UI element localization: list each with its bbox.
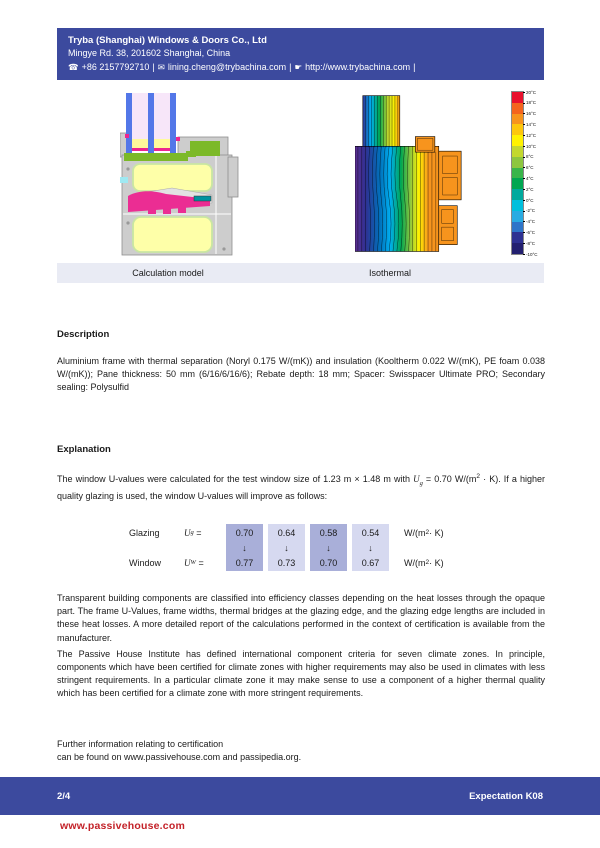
- scale-label: -4°C: [523, 219, 535, 225]
- scale-label: -2°C: [523, 208, 535, 214]
- document-code: Expectation K08: [469, 790, 543, 802]
- window-value: 0.77: [235, 557, 254, 568]
- scale-label: 14°C: [523, 122, 536, 128]
- figure-caption-bar: [57, 263, 544, 283]
- separator: |: [152, 61, 155, 72]
- efficiency-paragraph: Transparent building components are classified into efficiency classes depending on the heat losses through the opaque part. The frame U-Values, frame widths, thermal bridges at the glazing edge, and the glazing edge lengths are included in these heat losses. A more detailed report of the calculations performed in the context of certification is available from the manufacturer.: [57, 593, 545, 643]
- scale-segment: [512, 189, 523, 200]
- explanation-heading: Explanation: [57, 444, 111, 455]
- scale-segment: [512, 135, 523, 146]
- page-number: 2/4: [57, 790, 71, 802]
- ug-symbol: U g =: [184, 527, 202, 538]
- header-contact-line: [68, 61, 533, 74]
- scale-label: 12°C: [523, 133, 536, 139]
- further-info-line1: Further information relating to certification: [57, 739, 224, 749]
- iso-glazing-zone: [363, 96, 400, 148]
- isothermal-figure: [355, 95, 467, 262]
- caption-calculation-model: Calculation model: [132, 267, 204, 278]
- temperature-scale-segments: [512, 92, 523, 254]
- caption-isothermal: Isothermal: [368, 267, 412, 278]
- scale-label: 18°C: [523, 100, 536, 106]
- scale-segment: [512, 200, 523, 211]
- separator: |: [289, 61, 292, 72]
- description-heading: Description: [57, 329, 110, 340]
- scale-label: 10°C: [523, 144, 536, 150]
- scale-segment: [512, 243, 523, 254]
- scale-segment: [512, 211, 523, 222]
- uvalue-table: [129, 524, 444, 571]
- scale-segment: [512, 124, 523, 135]
- calculation-model-figure: [120, 93, 240, 262]
- glazing-value: 0.64: [277, 527, 296, 538]
- glazing-value: 0.70: [235, 527, 254, 538]
- arrow-down-icon: ↓: [242, 542, 247, 553]
- company-address: Mingye Rd. 38, 201602 Shanghai, China: [68, 48, 231, 59]
- description-section: [57, 329, 545, 394]
- spacer-teal: [194, 196, 211, 201]
- scale-label: -8°C: [523, 241, 535, 247]
- scale-label: 16°C: [523, 111, 536, 117]
- explanation-section: [57, 444, 545, 503]
- arrow-down-icon: ↓: [284, 542, 289, 553]
- uw-symbol: U W =: [184, 557, 204, 568]
- window-value: 0.67: [361, 557, 380, 568]
- description-text: Aluminium frame with thermal separation (Noryl 0.175 W/(mK)) and insulation (Kooltherm 0.022 W/(mK), PE foam 0.038 W/(mK)); Pane thickness: 50 mm (6/16/6/16/6); Rebate depth: 18 mm; Spacer: Swisspacer Ultimate PRO; Secondary sealing: Polysulfid: [57, 356, 545, 392]
- scale-segment: [512, 103, 523, 114]
- phone-icon: ☎: [68, 61, 79, 72]
- separator: |: [413, 61, 416, 72]
- company-header: [57, 28, 544, 80]
- email-link[interactable]: lining.cheng@trybachina.com: [167, 61, 287, 72]
- scale-segment: [512, 146, 523, 157]
- temperature-scale-labels: [523, 89, 553, 258]
- scale-label: 4°C: [523, 176, 534, 182]
- scale-segment: [512, 232, 523, 243]
- uvalue-column-4: [352, 524, 389, 571]
- uvalue-column-2: [268, 524, 305, 571]
- scale-label: 0°C: [523, 198, 534, 204]
- passivehouse-link[interactable]: www.passivehouse.com: [60, 820, 185, 832]
- footer-bar: [0, 777, 600, 815]
- scale-label: 20°C: [523, 90, 536, 96]
- scale-segment: [512, 168, 523, 179]
- website-link[interactable]: http://www.trybachina.com: [305, 61, 411, 72]
- climate-paragraph: The Passive House Institute has defined international component criteria for seven climate zones. In principle, components which have been certified for climate zones with higher requirements may also be used in climates with less stringent requirements. In a particular climate zone it may make sense to use a component of a higher thermal quality which has been certified for a climate zone with more stringent requirements.: [57, 648, 545, 699]
- scale-segment: [512, 157, 523, 168]
- scale-label: 8°C: [523, 154, 534, 160]
- scale-label: 2°C: [523, 187, 534, 193]
- email-icon: ✉: [157, 61, 165, 72]
- glazing-value: 0.58: [319, 527, 338, 538]
- uvalue-column-3: [310, 524, 347, 571]
- phone-number: +86 2157792710: [81, 61, 150, 72]
- scale-label: -10°C: [523, 252, 538, 258]
- glazing-unit: [126, 93, 176, 154]
- unit-label: W/(m 2 · K): [404, 557, 444, 568]
- uvalue-column-1: [226, 524, 263, 571]
- pointing-hand-icon: ☛: [294, 61, 303, 72]
- scale-segment: [512, 114, 523, 125]
- explanation-text: The window U-values were calculated for the test window size of 1.23 m × 1.48 m with $U_g = 0.70$ $W/(m^2 \cdot K)$. If a higher quality glazing is used, the window U-values will improve as follows:: [57, 473, 546, 501]
- temperature-scale: [512, 89, 554, 258]
- glazing-value: 0.54: [361, 527, 380, 538]
- further-info-line2: can be found on www.passivehouse.com and passipedia.org.: [57, 752, 302, 762]
- scale-segment: [512, 222, 523, 233]
- further-info: [57, 738, 545, 764]
- window-value: 0.73: [277, 557, 296, 568]
- arrow-down-icon: ↓: [326, 542, 331, 553]
- window-value: 0.70: [319, 557, 338, 568]
- arrow-down-icon: ↓: [368, 542, 373, 553]
- seal-lightblue: [120, 177, 128, 183]
- body-paragraphs: [57, 592, 545, 704]
- scale-label: 6°C: [523, 165, 534, 171]
- company-name: Tryba (Shanghai) Windows & Doors Co., Ltd: [68, 35, 267, 46]
- unit-label: W/(m 2 · K): [404, 527, 444, 538]
- window-row-label: Window: [129, 557, 162, 568]
- glazing-row-label: Glazing: [129, 527, 160, 538]
- scale-label: -6°C: [523, 230, 535, 236]
- scale-segment: [512, 92, 523, 103]
- scale-segment: [512, 178, 523, 189]
